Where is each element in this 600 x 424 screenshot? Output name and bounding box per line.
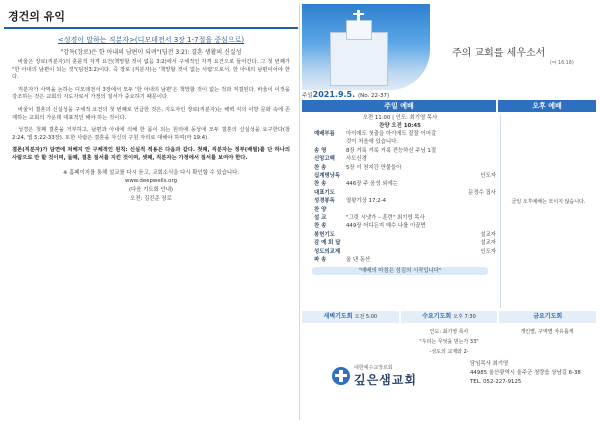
service-praise-time: 찬양 오전 10:45 [379,123,421,129]
church-brand [332,364,417,388]
service-row: 성경봉독 열왕기상 17:2-4 [314,198,387,205]
issue-line: 주일2021.9.5. (No. 22-37) [302,90,390,99]
service-row: 예배부름 아이에도 첫출을 아이에도 잘잘 이어갈 것이 처음에 있습니다. [314,131,437,146]
right-column [302,4,596,420]
paragraph: 바울은 장로(직분자)의 훈륜적 자격 요건(책망할 것이 없음 3:2)에서 구체적인 자격 요건으로 들어간다. 그 첫 번째가 "한 아내의 남편이 되는 것"(딤전3:2)이다. 즉 장로 (직분자)는 '책망할 것이 없는 사람'으로서, 한 아내의 남편이어야 한다. [12,59,290,81]
paragraph: 직분자가 사역을 논하는 디모데전서 3장에서 모두 '한 아내의 남편'은 책망할 것이 없는 것과 직결된다. 바울이 이것을 강조하는 것은 교회의 지도자로서 가정의 질서가 중요하기 때문이다. [12,86,290,101]
church-name: 깊은샘교회 [354,373,417,387]
paragraph: 바울이 결혼의 신실성을 구체적 요건의 첫 번째로 언급한 것은, 지도자인 장로(직분자)는 해벽 식의 이방 문화 속에 존재하는 교회의 가운데 대표적인 해야 하는 것이다. [12,106,290,121]
church-building-image [302,4,430,90]
service-row: 찬 송 5장 이 천지간 만물들아 [314,164,402,171]
service-row: 송 영 8장 거룩 거룩 거룩 전능하신 주님 1절 [314,147,437,154]
phone: TEL. 052-227-9125 [470,379,522,385]
service-row: 봉헌기도 설교자 [314,231,496,238]
service-row: 설 교 "그릿 시냇가 – 훈련" 최기영 목사 [314,215,425,222]
homepage-note: ※ 홈페이지를 통해 설교를 다시 듣고, 교회소식을 다시 확인할 수 있습니다. [62,169,240,176]
evening-service-note: 금일 오후예배는 모이지 않습니다. [500,114,596,308]
dawn-detail [302,324,400,360]
paragraph: 성경은 첫째 결혼을 거부하고, 남편과 아내에 의해 한 몸이 되는 원리에 동성애 모두 결혼의 신실성을 요구한다(창 2:24, 엡 5:22-33장). 또한 사람은 결혼을 자신의 구원 자리로 대해야 하며(마 19:4). [12,127,290,141]
friday-detail: 개인별, 구역별 자유롭게 [520,329,574,335]
church-logo-icon [332,367,350,385]
service-row: 십계명낭독 인도자 [314,173,496,180]
service-row: 신앙고백 사도신경 [314,156,367,163]
tab-main-service: 주일 예배 [302,100,496,112]
motto-reference: (마 16:18) [550,61,574,66]
service-tabs [302,100,596,112]
website-link[interactable]: www.deepwells.org [124,177,177,184]
pastor-name: 담임목사 최기영 [470,361,509,367]
next-meeting: (다음 기도회 안내) [128,186,174,193]
sermon-title: <성경이 말하는 직분자>(디모데전서 3장 1-7절을 중심으로) [57,36,245,44]
address: 44985 울산광역시 울주군 청량읍 상남길 6-38 [470,370,581,376]
service-row: 성도의교제 인도자 [314,248,496,255]
next-author: 오전: 김진준 장로 [130,195,172,202]
header-hero [302,4,596,99]
left-column [4,4,298,420]
meeting-dawn: 새벽기도회 오전 5:00 [302,311,399,323]
sermon-subtitle: "감독(장로)은 한 아내의 남편이 되며"(딤전 3:2): 결혼 생활의 신실성 [60,49,242,56]
service-row: 찬 양 [314,206,327,213]
closing-message: "예배의 마침은 섬김의 시작입니다" [312,267,488,275]
service-order [302,114,498,308]
service-row: 파 송 올 댄 동산 [314,257,371,264]
motto: 주의 교회를 세우소서 [452,48,546,59]
meeting-friday: 금요기도회 [499,311,596,323]
tab-evening-service: 오후 예배 [498,100,596,112]
service-header: 오전 11:00 | 인도: 최기영 목사 [362,115,438,121]
service-row: 찬 송 446장 주 음성 외에는 [314,181,398,188]
meeting-details [302,324,596,360]
service-row: 찬 송 449장 어디든지 예수 나를 이끌면 [314,223,426,230]
meeting-wednesday: 수요기도회 오후 7:30 [401,311,498,323]
service-row: 대표기도 문정수 집사 [314,189,496,196]
column-title: 경건의 유익 [4,4,298,29]
summary-paragraph: 결론(직분자)가 담면에 처해지 안 구체적인 원칙: 신실적 적용은 다음과 같다. 첫째, 직분자는 정부(배필)를 단 하나의 사람으로 만 할 것이며, 둘째, 결혼 질서를 지킨 것이며, 셋째, 직분자는 가정에서 질서를 보여야 한다. [12,147,290,161]
wednesday-detail: 인도: 최기영 목사 "우리는 무엇을 믿는가 33" -성도의 교제와 2- [419,329,479,355]
contact-info [470,360,581,387]
page-divider [299,4,300,420]
service-row: 감 예 회 답 설교자 [314,240,496,247]
denomination: 대한예수교장로회 [354,365,393,371]
meeting-tabs [302,311,596,323]
